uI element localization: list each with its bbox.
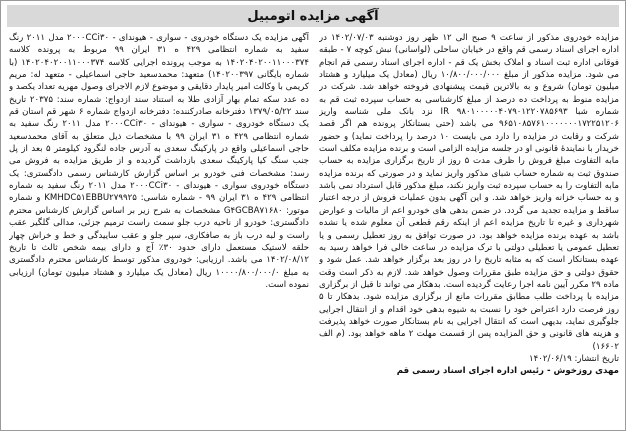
notice-title: آگهی مزایده اتومبیل — [247, 8, 379, 24]
notice-columns — [9, 32, 619, 426]
publish-date: تاریخ انتشار: ۱۴۰۲/۰۶/۱۹ — [529, 353, 619, 364]
signature: مهدی روزخوش - رئیس اداره اجرای اسناد رسمی قم — [396, 366, 619, 377]
left-column-text: مزایده خودروی مذکور از ساعت ۹ صبح الی ۱۲ ظهر روز دوشنبه ۱۴۰۲/۰۷/۰۳ در اداره اجرای اسناد رسمی قم واقع در خیابان ساحلی (لواسانی) نبش کوچه ۷ - طبقه فوقانی اداره ثبت اسناد و املاک بخش یک قم - اداره اجرای اسناد رسمی قم انجام می شود. مزایده مذکور از مبلغ ۱۰/۸۰۰/۰۰۰/۰۰۰ ریال (معادل یک میلیارد و هشتاد میلیون تومان) شروع و به بالاترین قیمت پیشنهادی فروخته خواهد شد. شرکت در مزایده منوط به پرداخت ده درصد از مبلغ کارشناسی به حساب سپرده ثبت قم به شماره شبا IR ۹۸۰۱۰۰۰۰۰۴۰۷۹۰۱۲۲۰۷۸۵۶۹۳ نزد بانک ملی شناسه واریز ۹۶۵۱۰۸۵۷۶۱۰۰۰۰۰۰۰۱۷۲۲۵۱۲۰۶ می باشد (حتی بستانکار پرونده هم اگر قصد شرکت و رقابت در مزایده را دارد می بایست ۱۰ درصد را پرداخت نماید) و حضور خریدار با نمایندهٔ قانونی او در جلسه مزایده الزامی است و برنده مزایده مکلف است مابه التفاوت مبلغ فروش را ظرف مدت ۵ روز از تاریخ برگزاری مزایده به حساب صندوق ثبت به شماره حساب شبای مذکور واریز نماید و در صورتی که برنده مزایده مابه التفاوت را به حساب سپرده ثبت واریز نکند، مبلغ مذکور قابل استرداد نمی باشد و به حساب خزانه واریز خواهد شد. و این آگهی بدون عملیات فروش از درجه اعتبار ساقط و مزایده تجدید می گردد. در ضمن بدهی های خودرو اعم از مالیات و عوارض شهرداری و غیره تا تاریخ مزایده اعم از اینکه رقم قطعی آن معلوم شده یا نشده باشد به عهده برنده مزایده خواهد بود. در صورت توافق به روز تعطیل رسمی و یا تعطیل عمومی یا تعطیلی دولتی با ترک مزایده در ساعت خالی فرا خواهد رسید به عهده بستانکار است که به مثابه تاریخ را در روز بعد برگزار خواهد شد. عمل شود و حقوق دولتی و حق مزایده طبق مقررات وصول خواهد شد. لازم به ذکر است وقت ماده ۲۹ مکرر آیین نامه اجرا رعایت گردیده است. بدهکار می تواند تا قبل از برگزاری مزایده با پرداخت طلب مطابق مقررات مانع از برگزاری مزایده شود. بدهکار تا ۵ روز فرصت دارد اعتراض خود را نسبت به شیوه بدهی خود اقدام و از انتقال اجرایی جلوگیری نماید، بدیهی است که انتقال اجرایی به نام بستانکار صورت خواهد پذیرفت و هزینه های قانونی و حق المزایده پس از قسمت مهلت ۲ ماهه خواهد بود. (م الف ۱۶۶۰۲) — [319, 33, 619, 352]
title-bar — [7, 5, 619, 27]
right-column — [9, 32, 309, 426]
right-column-text: آگهی مزایده یک دستگاه خودروی - سواری - هیوندای - ۲۰۰۰CCi۳۰ مدل ۲۰۱۱ رنگ سفید به شماره انتظامی ۴۲۹ ه ۳۱ ایران ۹۹ مربوط به پرونده کلاسه ۱۴۰۲۰۴۰۲۰۰۱۱۰۰۰۳۷۴ به موجب پرونده اجرایی کلاسه ۱۴۰۲۰۴۰۲۰۰۱۱۰۰۰۳۷۴ (با شماره بایگانی ۱۴۰۲۰۰۳۹۷) متعهد: محمدسعید حاجی اسماعیلی - متعهد له: مریم کریمی با وکالت امیر پایدار دقایقی و موضوع لازم الاجرای وصول مهریه تعداد یکصد و ده عدد سکه تمام بهار آزادی طلا به استناد سند ازدواج: شماره سند: ۲۰۳۷۵ تاریخ سند ۱۳۷۹/۰۵/۲۲ دفترخانه صادرکننده: دفترخانه ازدواج شماره ۶ شهر قم استان قم یک دستگاه خودروی - سواری - هیوندای - ۲۰۰۰CCi۳۰ مدل ۲۰۱۱ رنگ سفید به شماره انتظامی ۴۲۹ ه ۳۱ ایران ۹۹ با مشخصات ذیل متعلق به آقای محمدسعید حاجی اسماعیلی واقع در پارکینگ سعدی به آدرس جاده لنگرود کیلومتر ۵ بعد از پل جنب سنگ کیا پارکینگ سعدی بازداشت گردیده و از طریق مزایده به فروش می رسد: مشخصات فنی خودرو بر اساس گزارش کارشناس رسمی دادگستری: یک دستگاه خودروی سواری - هیوندای - ۲۰۰۰CCi۳۰ مدل ۲۰۱۱ رنگ سفید به شماره انتظامی ۴۲۹ ه ۳۱ ایران ۹۹ - شماره شاسی: KMHDC۵۱EBBU۲۷۹۹۲۵ و شماره موتور: G۴GCBA۷۱۶۸۰ مشخصات به شرح زیر بر اساس گزارش کارشناس محترم دادگستری: خودرو از ناحیه درب جلو سمت راست ترمیم جزئی، مدالی گلگیر عقب راست و لبه درب باز به صافکاری، سپر جلو و عقب ساییدگی و خط و خراش چهار حلقه لاستیک مستعمل دارای حدود ۳۰٪ آج و دارای بیمه شخص ثالث تا تاریخ ۱۴۰۲/۰۸/۱۲ می باشد. ارزیابی: خودروی مذکور توسط کارشناس محترم دادگستری به مبلغ ۱۰۰۰۰/۸۰۰/۰۰۰/۰ ریال (معادل یک میلیارد و هشتاد میلیون تومان) ارزیابی نموده است. — [9, 33, 309, 290]
left-column — [319, 32, 619, 426]
